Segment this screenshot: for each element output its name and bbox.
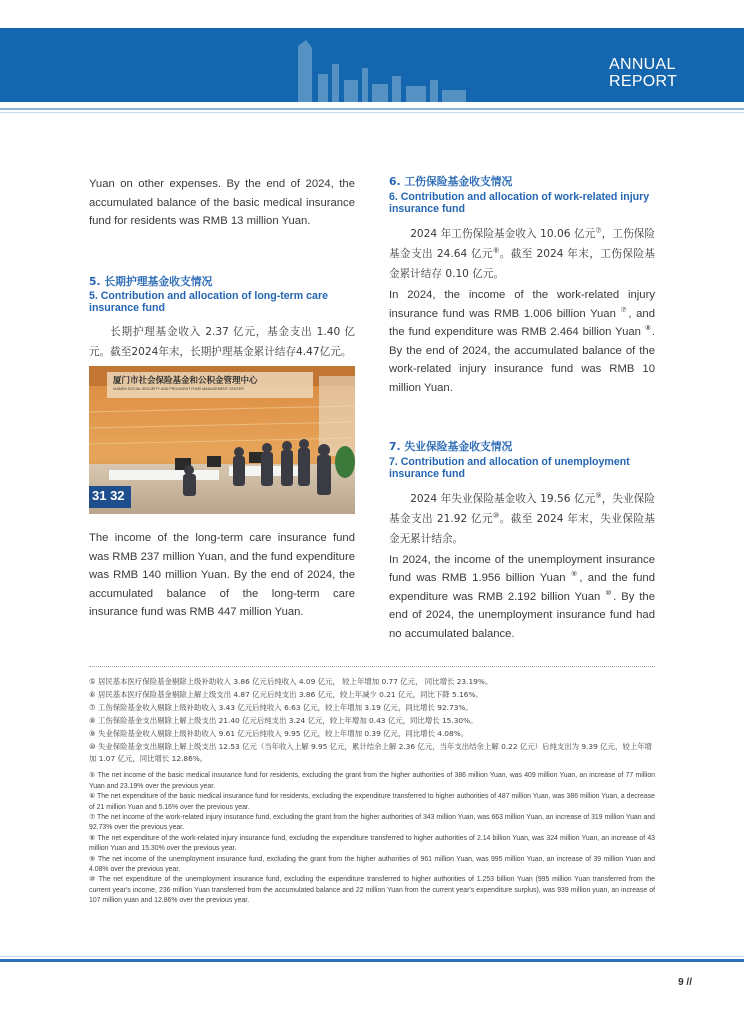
section7-body-en	[389, 551, 655, 644]
intro-paragraph: Yuan on other expenses. By the end of 2024, the accumulated balance of the basic medical insurance fund for residents was RMB 13 million Yuan.	[89, 178, 355, 228]
sec6-cn-part2: ，工伤保险基金支出 24.64 亿元	[389, 228, 656, 260]
footnote-cn-9: ⑨ 失业保险基金收入剔除上级补助收入 9.61 亿元后纯收入 9.95 亿元，较上年增加 0.39 亿元，同比增长 4.08%。	[89, 728, 469, 738]
report-title-line1: ANNUAL	[609, 56, 676, 73]
sec7-cn-part1: 2024 年失业保险基金收入 19.56 亿元	[410, 492, 596, 505]
header-banner	[0, 28, 744, 102]
footnote-en-6: ⑥ The net expenditure of the basic medical insurance fund for residents, excluding the expenditure transferred to higher authorities of 487 million Yuan, was 386 million Yuan, a decrease of 21 million Yuan and 5.16% over the previous year.	[89, 793, 655, 811]
footnote-cn-6: ⑥ 居民基本医疗保险基金剔除上解上级支出 4.87 亿元后纯支出 3.86 亿元，较上年减少 0.21 亿元，同比下降 5.16%。	[89, 689, 483, 699]
footnote-ref-10-en: ⑩	[605, 589, 614, 597]
photo-sign-subtext: XIAMEN SOCIAL SECURITY AND PROVIDENT FUND MANAGEMENT CENTER	[113, 387, 244, 391]
sec7-en-part3: . By the end of 2024, the unemployment insurance fund had no accumulated balance.	[389, 590, 655, 640]
sec7-cn-part2: ，失业保险基金支出 21.92 亿元	[389, 492, 656, 525]
footnote-en-5: ⑤ The net income of the basic medical insurance fund for residents, excluding the grant from the higher authorities of 386 million Yuan, was 409 million Yuan, an increase of 77 million Yuan and 23.19% over the previous year.	[89, 772, 655, 790]
footnote-ref-10: ⑩	[493, 511, 500, 520]
footnote-cn-5: ⑤ 居民基本医疗保险基金剔除上级补助收入 3.86 亿元后纯收入 4.09 亿元， 较上年增加 0.77 亿元， 同比增长 23.19%。	[89, 677, 493, 686]
footnote-en-8: ⑧ The net expenditure of the work-related injury insurance fund, excluding the expenditure transferred to higher authorities of 2.14 billion Yuan, was 324 million Yuan, an increase of 43 million Yuan and 15.30% over the previous year.	[89, 834, 655, 853]
photo-counter-number: 31 32	[92, 488, 125, 503]
city-skyline-graphic	[250, 40, 490, 102]
footnote-ref-8-en: ⑧	[644, 325, 652, 333]
section7-body-cn	[389, 489, 655, 549]
section5-body-cn: 长期护理基金收入 2.37 亿元，基金支出 1.40 亿元。截至2024年末，长期护理基金累计结存4.47亿元。	[89, 325, 355, 358]
left-column-lower	[89, 529, 355, 622]
section6-body-cn	[389, 224, 655, 284]
report-title-line2: REPORT	[609, 73, 678, 90]
footnote-en-10: ⑩ The net expenditure of the unemployment insurance fund, excluding the expenditure transferred to higher authorities of 1.253 billion Yuan (995 million Yuan transferred from the current year's income, 236 million Yuan transferred from the accumulated balance and 22 million Yuan from the current year's expenditure surplus), was 939 million yuan, an increase of 107 million yuan and 12.86% over the previous year.	[89, 876, 655, 905]
footnote-cn-8: ⑧ 工伤保险基金支出剔除上解上级支出 21.40 亿元后纯支出 3.24 亿元，较上年增加 0.43 亿元，同比增长 15.30%。	[89, 715, 478, 725]
service-hall-photo	[89, 366, 355, 514]
sec7-cn-part3: 。截至 2024 年末，失业保险基金无累计结余。	[389, 512, 655, 545]
footnote-en-9: ⑨ The net income of the unemployment insurance fund, excluding the grant from the higher authorities of 961 million Yuan, was 995 million Yuan, an increase of 39 million Yuan and 4.08% over the previous year.	[89, 855, 655, 873]
footnotes	[89, 676, 655, 907]
sec6-en-part2: , and the fund expenditure was RMB 2.464 billion Yuan	[389, 307, 655, 339]
footnote-ref-7-en: ⑦	[620, 306, 629, 314]
section6-title-en: 6. Contribution and allocation of work-related injury insurance fund	[389, 191, 650, 215]
right-column	[389, 175, 655, 644]
sec6-cn-part3: 。截至 2024 年末，工伤保险基金累计结存 0.10 亿元。	[389, 248, 655, 280]
sec6-en-part3: . By the end of 2024, the accumulated balance of the work-related injury insurance fund was RMB 10 million Yuan.	[389, 326, 656, 394]
section5-title-cn: 5. 长期护理基金收支情况	[89, 274, 213, 288]
section7-title-en: 7. Contribution and allocation of unemployment insurance fund	[389, 455, 630, 480]
section7-title-cn: 7. 失业保险基金收支情况	[389, 439, 513, 453]
sec6-cn-part1: 2024 年工伤保险基金收入 10.06 亿元	[410, 228, 596, 240]
sec7-en-part1: In 2024, the income of the unemployment insurance fund was RMB 1.956 billion Yuan	[389, 553, 655, 585]
section6-title-cn: 6. 工伤保险基金收支情况	[389, 175, 513, 188]
footnote-ref-9-en: ⑨	[570, 571, 580, 579]
section5-title-en: 5. Contribution and allocation of long-term care insurance fund	[89, 289, 328, 314]
footnote-cn-10: ⑩ 失业保险基金支出剔除上解上级支出 12.53 亿元（当年收入上解 9.95 亿元，累计结余上解 2.36 亿元，当年支出结余上解 0.22 亿元）后纯支出为 9.39 亿元，较上年增加 1.07 亿元，同比增长 12.86%。	[89, 741, 652, 764]
header-divider-thin	[0, 112, 744, 113]
photo-sign-text: 厦门市社会保险基金和公积金管理中心	[113, 376, 258, 386]
annual-report-title	[609, 56, 729, 90]
footnote-ref-8: ⑧	[493, 246, 500, 255]
footnote-divider	[89, 666, 655, 667]
page-number: 9 //	[678, 977, 692, 988]
footnote-ref-9: ⑨	[595, 491, 602, 500]
footnote-ref-7: ⑦	[595, 226, 602, 235]
footnote-cn-7: ⑦ 工伤保险基金收入剔除上级补助收入 3.43 亿元后纯收入 6.63 亿元，较上年增加 3.19 亿元，同比增长 92.73%。	[89, 702, 473, 712]
footer-divider	[0, 959, 744, 962]
section6-body-en	[389, 286, 655, 398]
sec7-en-part2: , and the fund expenditure was RMB 2.192 billion Yuan	[389, 572, 655, 603]
left-column	[89, 175, 355, 362]
footnote-en-7: ⑦ The net income of the work-related injury insurance fund, excluding the grant from the higher authorities of 343 million Yuan, was 663 million Yuan, an increase of 319 million Yuan and 92.73% over the previous year.	[89, 813, 655, 832]
footer-divider-thin	[0, 956, 744, 957]
header-divider	[0, 108, 744, 110]
section5-body-en: The income of the long-term care insurance fund was RMB 237 million Yuan, and the fund expenditure was RMB 140 million Yuan. By the end of 2024, the accumulated balance of the long-term care insurance fund was RMB 447 million Yuan.	[89, 532, 355, 619]
sec6-en-part1: In 2024, the income of the work-related injury insurance fund was RMB 1.006 billion Yuan	[389, 289, 655, 320]
